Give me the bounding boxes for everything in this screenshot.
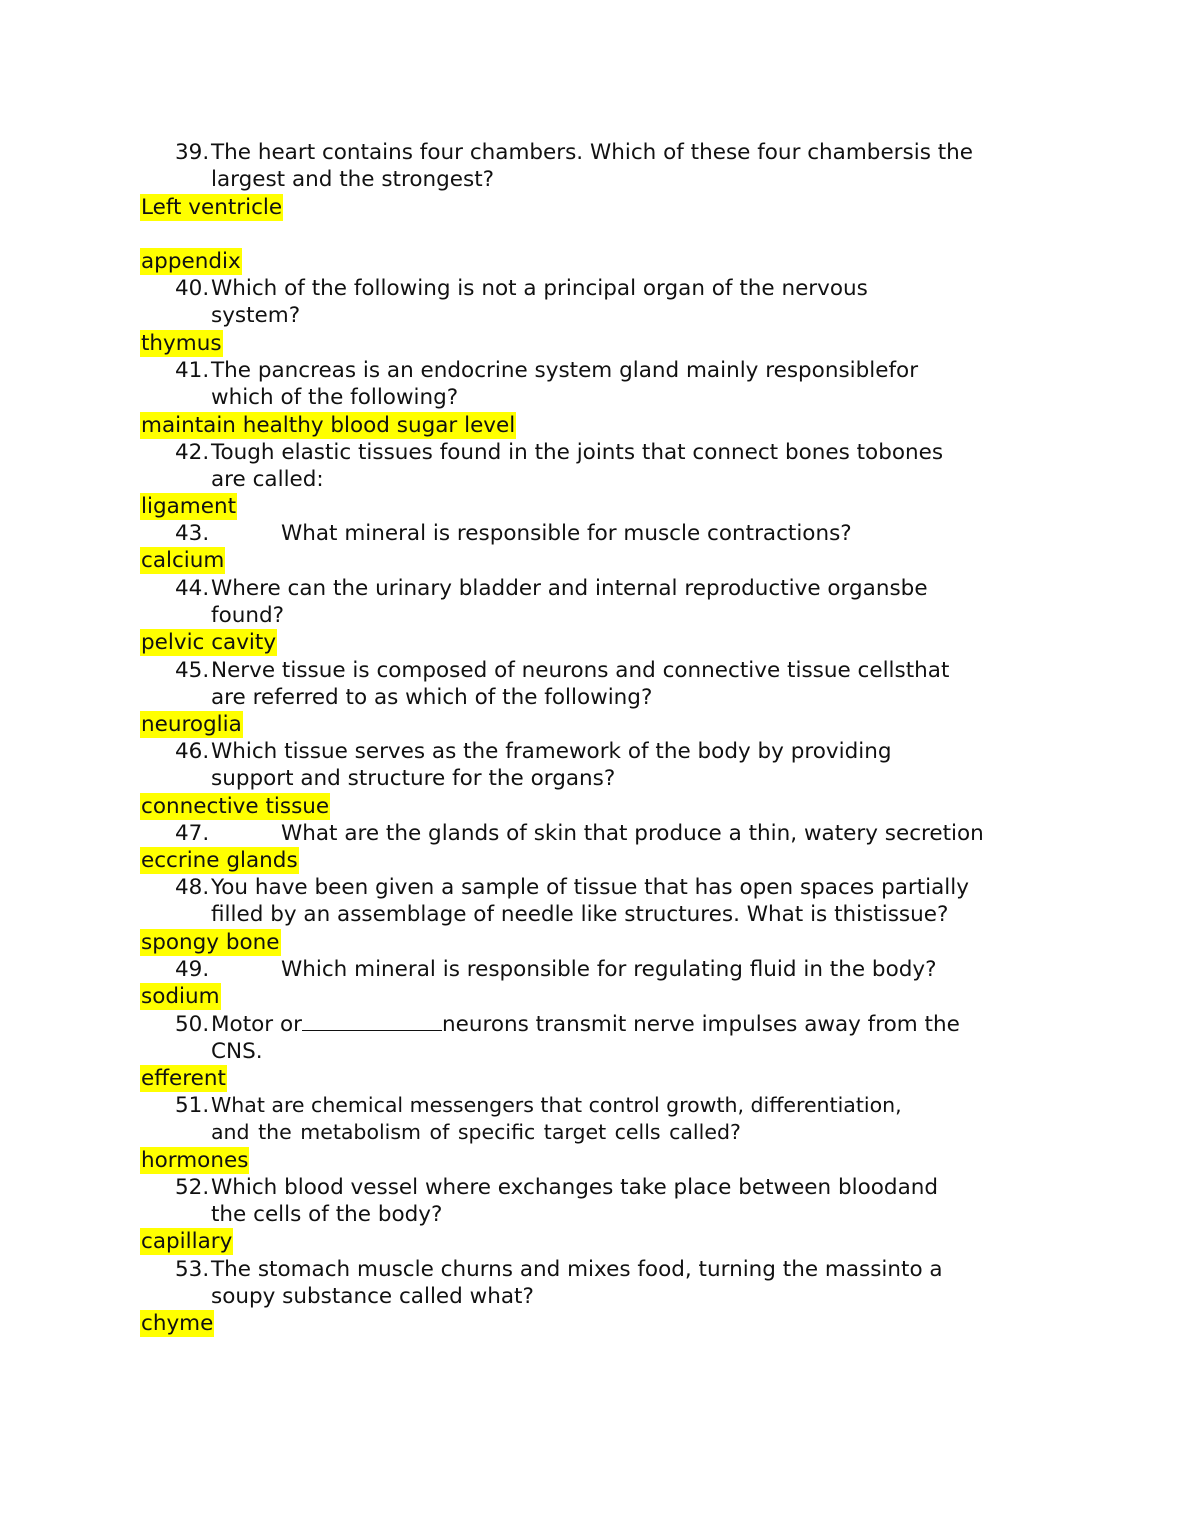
- question-text: which of the following?: [211, 385, 459, 410]
- question-text: The heart contains four chambers. Which of these four chambersis the: [211, 140, 974, 165]
- highlighted-answer: spongy bone: [141, 930, 280, 955]
- question-text: filled by an assemblage of needle like structures. What is thistissue?: [211, 902, 949, 927]
- question-text: system?: [211, 303, 301, 328]
- question-text: support and structure for the organs?: [211, 766, 616, 791]
- question-number: 39.: [175, 140, 210, 165]
- highlighted-answer: hormones: [141, 1148, 249, 1173]
- highlighted-answer: maintain healthy blood sugar level: [141, 413, 516, 438]
- fill-in-blank: [302, 1011, 442, 1031]
- question-text-before-blank: Motor or: [211, 1012, 302, 1037]
- question-text: and the metabolism of specific target cells called?: [211, 1120, 741, 1144]
- highlighted-answer: efferent: [141, 1066, 226, 1091]
- question-text: Where can the urinary bladder and internal reproductive organsbe: [211, 576, 928, 601]
- question-text: are called:: [211, 467, 324, 492]
- question-number: 47.: [175, 821, 210, 846]
- question-number: 46.: [175, 739, 210, 764]
- question-text: soupy substance called what?: [211, 1284, 534, 1309]
- question-number: 43.: [175, 521, 210, 546]
- highlighted-answer: capillary: [141, 1229, 233, 1254]
- question-text: The pancreas is an endocrine system gland mainly responsiblefor: [211, 358, 919, 383]
- question-number: 45.: [175, 658, 210, 683]
- highlighted-answer: chyme: [141, 1311, 214, 1336]
- question-text: Tough elastic tissues found in the joints that connect bones tobones: [211, 440, 944, 465]
- question-text: [211, 1011, 960, 1038]
- question-number: 51.: [175, 1093, 210, 1118]
- question-text: are referred to as which of the following?: [211, 685, 653, 710]
- question-number: 50.: [175, 1012, 210, 1037]
- question-number: 40.: [175, 276, 210, 301]
- question-number: 42.: [175, 440, 210, 465]
- question-number: 52.: [175, 1175, 210, 1200]
- question-number: 53.: [175, 1257, 210, 1282]
- highlighted-answer: Left ventricle: [141, 195, 283, 220]
- highlighted-answer: ligament: [141, 494, 236, 519]
- highlighted-answer: thymus: [141, 331, 222, 356]
- highlighted-answer: pelvic cavity: [141, 630, 277, 655]
- highlighted-answer: appendix: [141, 249, 241, 274]
- question-text: What are the glands of skin that produce a thin, watery secretion: [281, 821, 984, 846]
- highlighted-answer: sodium: [141, 984, 220, 1009]
- question-number: 49.: [175, 957, 210, 982]
- highlighted-answer: calcium: [141, 548, 225, 573]
- question-text: found?: [211, 603, 285, 628]
- question-text: Which of the following is not a principal organ of the nervous: [211, 276, 868, 301]
- question-text: Which mineral is responsible for regulating fluid in the body?: [281, 957, 937, 982]
- question-text: You have been given a sample of tissue that has open spaces partially: [211, 875, 969, 900]
- question-text: Nerve tissue is composed of neurons and connective tissue cellsthat: [211, 658, 950, 683]
- highlighted-answer: neuroglia: [141, 712, 242, 737]
- question-number: 44.: [175, 576, 210, 601]
- question-number: 41.: [175, 358, 210, 383]
- question-text: the cells of the body?: [211, 1202, 443, 1227]
- highlighted-answer: connective tissue: [141, 794, 330, 819]
- question-number: 48.: [175, 875, 210, 900]
- question-text: What are chemical messengers that control growth, differentiation,: [211, 1093, 902, 1117]
- question-text: Which blood vessel where exchanges take place between bloodand: [211, 1175, 939, 1200]
- question-text: Which tissue serves as the framework of the body by providing: [211, 739, 892, 764]
- question-text: What mineral is responsible for muscle contractions?: [281, 521, 852, 546]
- question-text: CNS.: [211, 1039, 263, 1064]
- question-text-after-blank: neurons transmit nerve impulses away from the: [441, 1012, 960, 1037]
- question-text: The stomach muscle churns and mixes food, turning the massinto a: [211, 1257, 943, 1282]
- question-text: largest and the strongest?: [211, 167, 495, 192]
- highlighted-answer: eccrine glands: [141, 848, 298, 873]
